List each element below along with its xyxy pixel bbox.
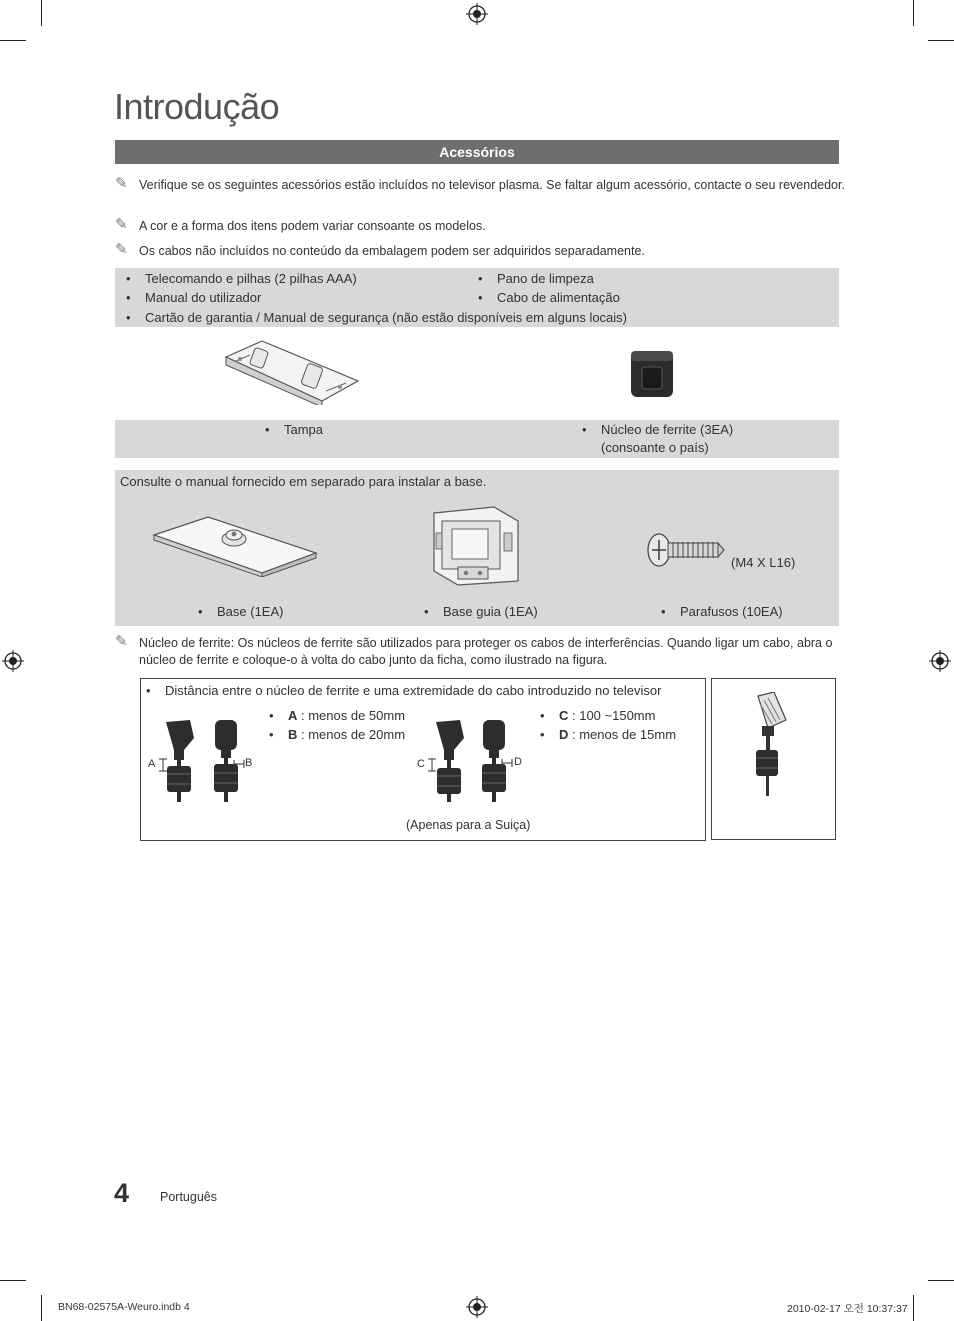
crop-mark (928, 1280, 954, 1281)
dimension-label-d: D (514, 756, 522, 768)
list-item: • Telecomando e pilhas (2 pilhas AAA) (145, 269, 357, 288)
footer-timestamp: 2010-02-17 오전 10:37:37 (787, 1303, 908, 1315)
pencil-note-icon: ✎ (115, 633, 128, 650)
list-item: • Manual do utilizador (145, 288, 261, 307)
dimension-marker-icon (233, 760, 245, 768)
list-item: • Cabo de alimentação (497, 288, 620, 307)
note-text: Núcleo de ferrite: Os núcleos de ferrite são utilizados para proteger os cabos de interferências. Quando ligar um cabo, abra o núcleo de ferrite e coloque-o à volta do cabo junto da ficha, como ilustrado na figura. (139, 636, 833, 667)
distance-heading: • Distância entre o núcleo de ferrite e uma extremidade do cabo introduzido no televisor (165, 681, 661, 700)
dimension-marker-icon (501, 759, 513, 767)
note-text: Os cabos não incluídos no conteúdo da embalagem podem ser adquiridos separadamente. (139, 244, 645, 258)
base-guide-illustration (428, 505, 522, 587)
distance-b: • B : menos de 20mm (288, 725, 405, 744)
footer-file: BN68-02575A-Weuro.indb 4 (58, 1301, 190, 1313)
registration-mark-icon (466, 3, 488, 25)
dimension-label-a: A (148, 758, 156, 770)
list-item: • Pano de limpeza (497, 269, 594, 288)
distance-d: • D : menos de 15mm (559, 725, 676, 744)
base-label: • Base (1EA) (217, 602, 283, 621)
note-text: A cor e a forma dos itens podem variar consoante os modelos. (139, 219, 486, 233)
ferrite-label: • Núcleo de ferrite (3EA) (601, 420, 733, 439)
dimension-marker-icon (427, 758, 437, 772)
crop-mark (0, 40, 26, 41)
dimension-label-c: C (417, 758, 425, 770)
crop-mark (928, 40, 954, 41)
ferrite-note (115, 635, 861, 669)
crop-mark (913, 1295, 914, 1321)
language-label: Português (160, 1190, 217, 1204)
registration-mark-icon (466, 1296, 488, 1318)
distance-c: • C : 100 ~150mm (559, 706, 655, 725)
crop-mark (913, 0, 914, 26)
plug-with-ferrite-illustration (430, 716, 478, 802)
page-number: 4 (114, 1178, 130, 1208)
plug-with-ferrite-illustration (209, 716, 245, 802)
registration-mark-icon (2, 650, 24, 672)
note (115, 243, 861, 260)
screw-spec: (M4 X L16) (731, 555, 796, 570)
page-title: Introdução (114, 86, 280, 127)
ferrite-core-illustration (628, 347, 676, 399)
stand-instruction: Consulte o manual fornecido em separado para instalar a base. (120, 474, 487, 489)
note (115, 218, 861, 235)
cover-label: • Tampa (284, 420, 323, 439)
crop-mark (41, 1295, 42, 1321)
pencil-note-icon: ✎ (115, 175, 128, 192)
crop-mark (0, 1280, 26, 1281)
section-header: Acessórios (115, 140, 839, 164)
scart-plug-with-ferrite-illustration (748, 692, 792, 798)
list-item: • Cartão de garantia / Manual de segurança (não estão disponíveis em alguns locais) (145, 308, 627, 327)
dimension-label-b: B (245, 757, 253, 769)
pencil-note-icon: ✎ (115, 216, 128, 233)
cover-illustration (222, 335, 362, 405)
screws-label: • Parafusos (10EA) (680, 602, 783, 621)
note-text: Verifique se os seguintes acessórios estão incluídos no televisor plasma. Se faltar algum acessório, contacte o seu revendedor. (139, 178, 845, 192)
registration-mark-icon (929, 650, 951, 672)
note (115, 177, 861, 194)
swiss-only-caption: (Apenas para a Suiça) (406, 818, 531, 832)
base-illustration (152, 515, 318, 577)
screw-illustration (646, 530, 726, 570)
ferrite-note: (consoante o país) (601, 440, 709, 455)
dimension-marker-icon (158, 758, 168, 772)
pencil-note-icon: ✎ (115, 241, 128, 258)
distance-a: • A : menos de 50mm (288, 706, 405, 725)
crop-mark (41, 0, 42, 26)
base-guide-label: • Base guia (1EA) (443, 602, 538, 621)
